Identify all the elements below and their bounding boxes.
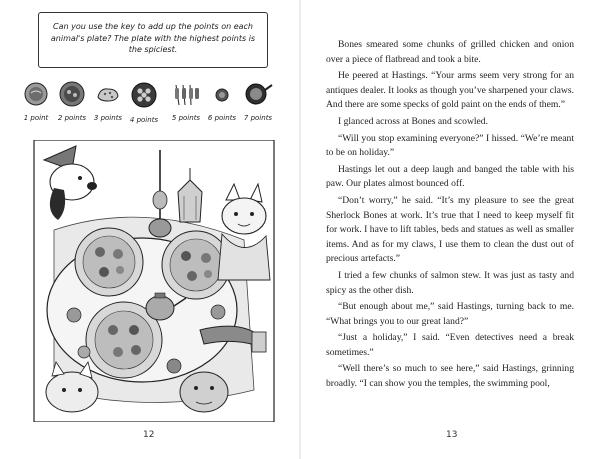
key-label-1: 1 point: [23, 114, 49, 122]
character-bottom-right: [180, 372, 228, 412]
rim-bowl: [78, 346, 90, 358]
key-item-7: [240, 80, 276, 122]
key-item-6: [204, 80, 240, 122]
puzzle-instructions-text: Can you use the key to add up the points on each animal's plate? The plate with the highest points is the spiciest.: [50, 22, 256, 54]
paragraph: I glanced across at Bones and scowled.: [338, 115, 488, 127]
page-number-left: 12: [143, 430, 155, 440]
key-item-3: [90, 80, 126, 122]
rim-bowl: [211, 305, 225, 319]
paragraph: Hastings let out a deep laugh and banged the table with his paw. Our plates almost bounced off.: [326, 163, 574, 190]
key-label-3: 3 points: [93, 114, 123, 122]
key-label-2: 2 points: [57, 114, 87, 122]
paragraph: “Will you stop examining everyone?” I hissed. “We’re meant to be on holiday.”: [326, 132, 574, 159]
puzzle-instructions-box: [38, 12, 268, 68]
paragraph: “Well there’s so much to see here,” said Hastings, grinning broadly. “I can show you the temples, the swimming pool,: [326, 363, 574, 390]
paragraph: “Don’t worry,” he said. “It’s my pleasure to see the great Sherlock Bones at work. It’s true that I need to keep myself fit for work. I have to lift tables, beds and statues as well as smaller items. And as for my claws, I use them to clean the dust out of precious artefacts.”: [326, 194, 574, 265]
key-item-4: [126, 80, 162, 124]
paragraph: I tried a few chunks of salmon stew. It was just as tasty and spicy as the other dish.: [326, 269, 574, 296]
key-item-2: [54, 80, 90, 122]
plate-top-left: [75, 228, 143, 296]
paragraph: He peered at Hastings. “Your arms seem very strong for an antiques dealer. It looks as though you’ve sharpened your claws. And there are some specks of gold paint on the ends of them.”: [326, 70, 574, 111]
key-item-1: [18, 80, 54, 122]
dumpling-pan-icon: [129, 80, 159, 110]
points-key: [18, 80, 278, 130]
rim-bowl: [67, 308, 81, 322]
page-gutter: [299, 0, 301, 459]
paragraph: “Just a holiday,” I said. “Even detectives need a break sometimes.”: [326, 332, 574, 358]
small-dish-icon: [208, 80, 236, 108]
paragraph: Bones smeared some chunks of grilled chicken and onion over a piece of flatbread and took a bite.: [326, 39, 574, 65]
paragraph: “But enough about me,” said Hastings, turning back to me. “What brings you to our great land?”: [326, 301, 574, 327]
page-number-right: 13: [446, 430, 458, 440]
key-label-4: 4 points: [129, 116, 159, 124]
key-item-5: [168, 80, 204, 122]
stew-bowl-icon: [58, 80, 86, 108]
feast-illustration: [14, 140, 280, 422]
rim-bowl: [167, 359, 181, 373]
flatbread-icon: [94, 80, 122, 108]
key-label-5: 5 points: [171, 114, 201, 122]
small-round-plate-icon: [22, 80, 50, 108]
key-label-7: 7 points: [243, 114, 273, 122]
skewers-icon: [170, 80, 202, 108]
frying-pan-icon: [243, 80, 273, 108]
right-page-text: [326, 38, 574, 394]
key-label-6: 6 points: [207, 114, 237, 122]
